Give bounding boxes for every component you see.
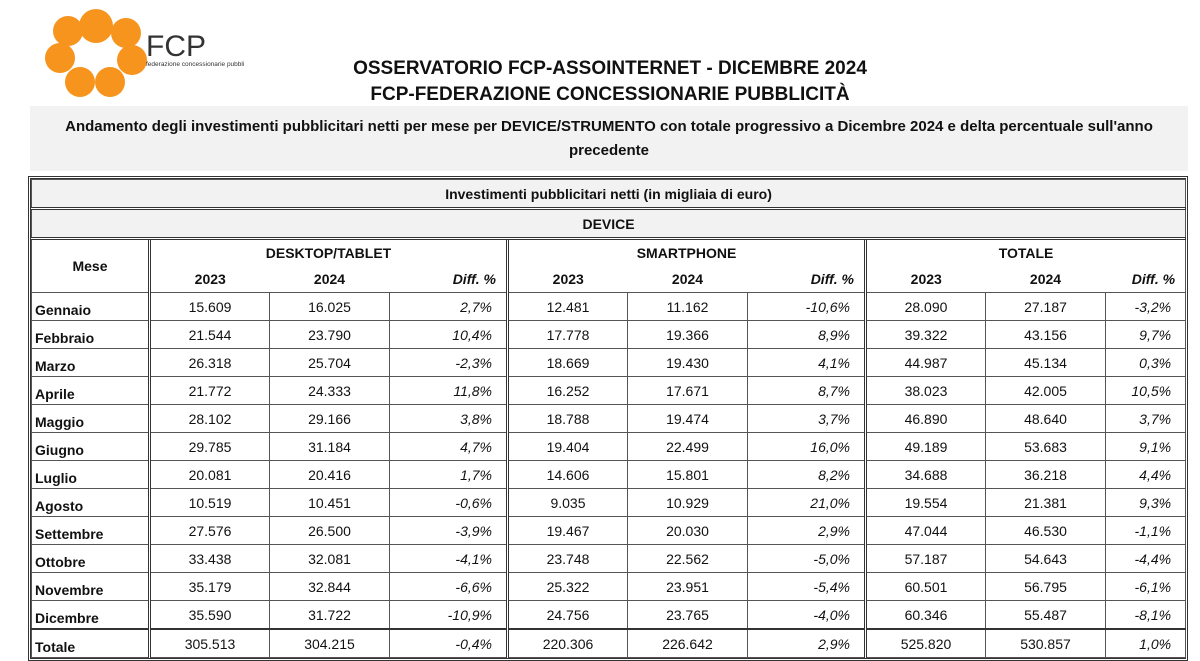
totale-2024-cell: 56.795: [986, 573, 1106, 601]
desktop-diff-header: Diff. %: [390, 266, 508, 293]
year-header-row: [32, 266, 1186, 293]
table-row: [32, 489, 1186, 517]
group-header-desktop: DESKTOP/TABLET: [150, 239, 508, 267]
smartphone-2023-cell: 18.788: [508, 405, 628, 433]
totale-2023-cell: 49.189: [866, 433, 986, 461]
totale-2023-cell: 525.820: [866, 629, 986, 658]
group-header-smartphone: SMARTPHONE: [508, 239, 866, 267]
totale-2024-cell: 27.187: [986, 293, 1106, 321]
desktop-2024-cell: 20.416: [270, 461, 390, 489]
desktop-2023-cell: 21.544: [150, 321, 270, 349]
desktop-diff-cell: 2,7%: [390, 293, 508, 321]
total-row: [32, 629, 1186, 658]
table-row: [32, 573, 1186, 601]
totale-diff-cell: 1,0%: [1106, 629, 1186, 658]
desktop-diff-cell: -3,9%: [390, 517, 508, 545]
month-cell: Totale: [32, 629, 150, 658]
totale-2024-cell: 46.530: [986, 517, 1106, 545]
desktop-2024-cell: 24.333: [270, 377, 390, 405]
smartphone-2023-cell: 14.606: [508, 461, 628, 489]
desktop-2024-cell: 25.704: [270, 349, 390, 377]
desktop-diff-cell: -2,3%: [390, 349, 508, 377]
totale-2023-cell: 19.554: [866, 489, 986, 517]
desktop-2024-cell: 31.184: [270, 433, 390, 461]
smartphone-2024-cell: 19.430: [628, 349, 748, 377]
smartphone-2024-cell: 11.162: [628, 293, 748, 321]
table-row: [32, 601, 1186, 630]
investments-table-container: [28, 176, 1188, 661]
table-row: [32, 545, 1186, 573]
totale-diff-cell: 9,1%: [1106, 433, 1186, 461]
month-cell: Marzo: [32, 349, 150, 377]
totale-diff-cell: -3,2%: [1106, 293, 1186, 321]
table-row: [32, 517, 1186, 545]
smartphone-2024-cell: 19.366: [628, 321, 748, 349]
desktop-diff-cell: 1,7%: [390, 461, 508, 489]
desktop-2023-cell: 20.081: [150, 461, 270, 489]
desktop-diff-cell: 11,8%: [390, 377, 508, 405]
totale-2023-cell: 34.688: [866, 461, 986, 489]
smartphone-diff-cell: 2,9%: [748, 629, 866, 658]
totale-2023-cell: 60.501: [866, 573, 986, 601]
totale-diff-cell: 9,3%: [1106, 489, 1186, 517]
month-cell: Aprile: [32, 377, 150, 405]
smartphone-2024-cell: 226.642: [628, 629, 748, 658]
table-row: [32, 461, 1186, 489]
desktop-2024-cell: 29.166: [270, 405, 390, 433]
table-row: [32, 377, 1186, 405]
smartphone-diff-cell: -5,4%: [748, 573, 866, 601]
desktop-2023-cell: 35.179: [150, 573, 270, 601]
smartphone-2024-cell: 20.030: [628, 517, 748, 545]
totale-diff-header: Diff. %: [1106, 266, 1186, 293]
month-cell: Giugno: [32, 433, 150, 461]
desktop-2024-cell: 32.081: [270, 545, 390, 573]
smartphone-2023-cell: 16.252: [508, 377, 628, 405]
desktop-2023-cell: 27.576: [150, 517, 270, 545]
month-cell: Febbraio: [32, 321, 150, 349]
table-row: [32, 349, 1186, 377]
logo-subtext: federazione concessionarie pubblicità: [146, 61, 244, 68]
totale-2023-header: 2023: [866, 266, 986, 293]
totale-diff-cell: -8,1%: [1106, 601, 1186, 630]
smartphone-diff-header: Diff. %: [748, 266, 866, 293]
totale-2023-cell: 28.090: [866, 293, 986, 321]
smartphone-diff-cell: 2,9%: [748, 517, 866, 545]
smartphone-2024-cell: 10.929: [628, 489, 748, 517]
totale-2024-cell: 42.005: [986, 377, 1106, 405]
totale-2024-cell: 530.857: [986, 629, 1106, 658]
fcp-flower-icon: [44, 6, 244, 98]
desktop-2023-cell: 35.590: [150, 601, 270, 630]
desktop-2023-cell: 26.318: [150, 349, 270, 377]
totale-diff-cell: -4,4%: [1106, 545, 1186, 573]
smartphone-2024-cell: 17.671: [628, 377, 748, 405]
smartphone-diff-cell: 8,7%: [748, 377, 866, 405]
totale-2024-header: 2024: [986, 266, 1106, 293]
totale-2023-cell: 46.890: [866, 405, 986, 433]
desktop-diff-cell: -6,6%: [390, 573, 508, 601]
totale-diff-cell: 4,4%: [1106, 461, 1186, 489]
totale-2023-cell: 57.187: [866, 545, 986, 573]
smartphone-2024-cell: 19.474: [628, 405, 748, 433]
smartphone-2023-cell: 12.481: [508, 293, 628, 321]
totale-2024-cell: 43.156: [986, 321, 1106, 349]
month-cell: Agosto: [32, 489, 150, 517]
totale-2024-cell: 21.381: [986, 489, 1106, 517]
desktop-diff-cell: -4,1%: [390, 545, 508, 573]
totale-diff-cell: -6,1%: [1106, 573, 1186, 601]
smartphone-2023-header: 2023: [508, 266, 628, 293]
month-cell: Maggio: [32, 405, 150, 433]
totale-diff-cell: 10,5%: [1106, 377, 1186, 405]
smartphone-diff-cell: 8,2%: [748, 461, 866, 489]
desktop-2024-cell: 26.500: [270, 517, 390, 545]
smartphone-diff-cell: -5,0%: [748, 545, 866, 573]
desktop-diff-cell: 3,8%: [390, 405, 508, 433]
section-row: [32, 209, 1186, 239]
month-column-header: Mese: [32, 239, 150, 293]
desktop-2024-header: 2024: [270, 266, 390, 293]
investments-table: [31, 179, 1186, 658]
desktop-diff-cell: 4,7%: [390, 433, 508, 461]
month-cell: Ottobre: [32, 545, 150, 573]
desktop-diff-cell: 10,4%: [390, 321, 508, 349]
desktop-diff-cell: -10,9%: [390, 601, 508, 630]
group-header-row: [32, 239, 1186, 267]
totale-diff-cell: 0,3%: [1106, 349, 1186, 377]
totale-2023-cell: 44.987: [866, 349, 986, 377]
totale-2023-cell: 60.346: [866, 601, 986, 630]
smartphone-2024-cell: 22.562: [628, 545, 748, 573]
totale-diff-cell: 3,7%: [1106, 405, 1186, 433]
smartphone-2023-cell: 25.322: [508, 573, 628, 601]
totale-2024-cell: 45.134: [986, 349, 1106, 377]
month-cell: Luglio: [32, 461, 150, 489]
smartphone-2023-cell: 220.306: [508, 629, 628, 658]
table-row: [32, 433, 1186, 461]
totale-2024-cell: 48.640: [986, 405, 1106, 433]
desktop-2024-cell: 31.722: [270, 601, 390, 630]
table-row: [32, 405, 1186, 433]
desktop-diff-cell: -0,4%: [390, 629, 508, 658]
desktop-2023-cell: 33.438: [150, 545, 270, 573]
smartphone-diff-cell: 16,0%: [748, 433, 866, 461]
totale-2023-cell: 38.023: [866, 377, 986, 405]
smartphone-2023-cell: 23.748: [508, 545, 628, 573]
desktop-2023-cell: 305.513: [150, 629, 270, 658]
smartphone-diff-cell: 21,0%: [748, 489, 866, 517]
desktop-2024-cell: 16.025: [270, 293, 390, 321]
desktop-2024-cell: 23.790: [270, 321, 390, 349]
smartphone-2023-cell: 19.467: [508, 517, 628, 545]
logo-text: FCP: [146, 30, 206, 63]
smartphone-diff-cell: -10,6%: [748, 293, 866, 321]
desktop-2024-cell: 304.215: [270, 629, 390, 658]
month-cell: Dicembre: [32, 601, 150, 630]
report-subtitle: Andamento degli investimenti pubblicitari netti per mese per DEVICE/STRUMENTO con totale progressivo a Dicembre 2024 e delta percentuale sull'anno precedente: [30, 106, 1188, 171]
smartphone-2024-cell: 15.801: [628, 461, 748, 489]
totale-2024-cell: 53.683: [986, 433, 1106, 461]
desktop-2023-cell: 10.519: [150, 489, 270, 517]
smartphone-2024-cell: 23.765: [628, 601, 748, 630]
smartphone-2024-cell: 23.951: [628, 573, 748, 601]
smartphone-2023-cell: 19.404: [508, 433, 628, 461]
totale-2024-cell: 36.218: [986, 461, 1106, 489]
section-label: DEVICE: [32, 209, 1186, 239]
desktop-2023-cell: 28.102: [150, 405, 270, 433]
table-row: [32, 321, 1186, 349]
caption-row: [32, 180, 1186, 209]
smartphone-2023-cell: 17.778: [508, 321, 628, 349]
desktop-2023-cell: 29.785: [150, 433, 270, 461]
table-caption: Investimenti pubblicitari netti (in migliaia di euro): [32, 180, 1186, 209]
title-line-1: OSSERVATORIO FCP-ASSOINTERNET - DICEMBRE 2024: [353, 58, 867, 79]
totale-2024-cell: 55.487: [986, 601, 1106, 630]
fcp-logo: [44, 6, 244, 98]
smartphone-diff-cell: 8,9%: [748, 321, 866, 349]
totale-diff-cell: 9,7%: [1106, 321, 1186, 349]
totale-diff-cell: -1,1%: [1106, 517, 1186, 545]
table-body: [32, 293, 1186, 658]
desktop-diff-cell: -0,6%: [390, 489, 508, 517]
month-cell: Settembre: [32, 517, 150, 545]
smartphone-2024-cell: 22.499: [628, 433, 748, 461]
smartphone-diff-cell: 3,7%: [748, 405, 866, 433]
desktop-2024-cell: 32.844: [270, 573, 390, 601]
smartphone-diff-cell: 4,1%: [748, 349, 866, 377]
smartphone-2023-cell: 9.035: [508, 489, 628, 517]
totale-2024-cell: 54.643: [986, 545, 1106, 573]
desktop-2024-cell: 10.451: [270, 489, 390, 517]
desktop-2023-header: 2023: [150, 266, 270, 293]
group-header-totale: TOTALE: [866, 239, 1186, 267]
smartphone-diff-cell: -4,0%: [748, 601, 866, 630]
desktop-2023-cell: 15.609: [150, 293, 270, 321]
smartphone-2023-cell: 18.669: [508, 349, 628, 377]
month-cell: Gennaio: [32, 293, 150, 321]
smartphone-2024-header: 2024: [628, 266, 748, 293]
page-title: [250, 56, 970, 108]
title-line-2: FCP-FEDERAZIONE CONCESSIONARIE PUBBLICITÀ: [370, 84, 850, 105]
totale-2023-cell: 39.322: [866, 321, 986, 349]
table-row: [32, 293, 1186, 321]
month-cell: Novembre: [32, 573, 150, 601]
desktop-2023-cell: 21.772: [150, 377, 270, 405]
totale-2023-cell: 47.044: [866, 517, 986, 545]
smartphone-2023-cell: 24.756: [508, 601, 628, 630]
